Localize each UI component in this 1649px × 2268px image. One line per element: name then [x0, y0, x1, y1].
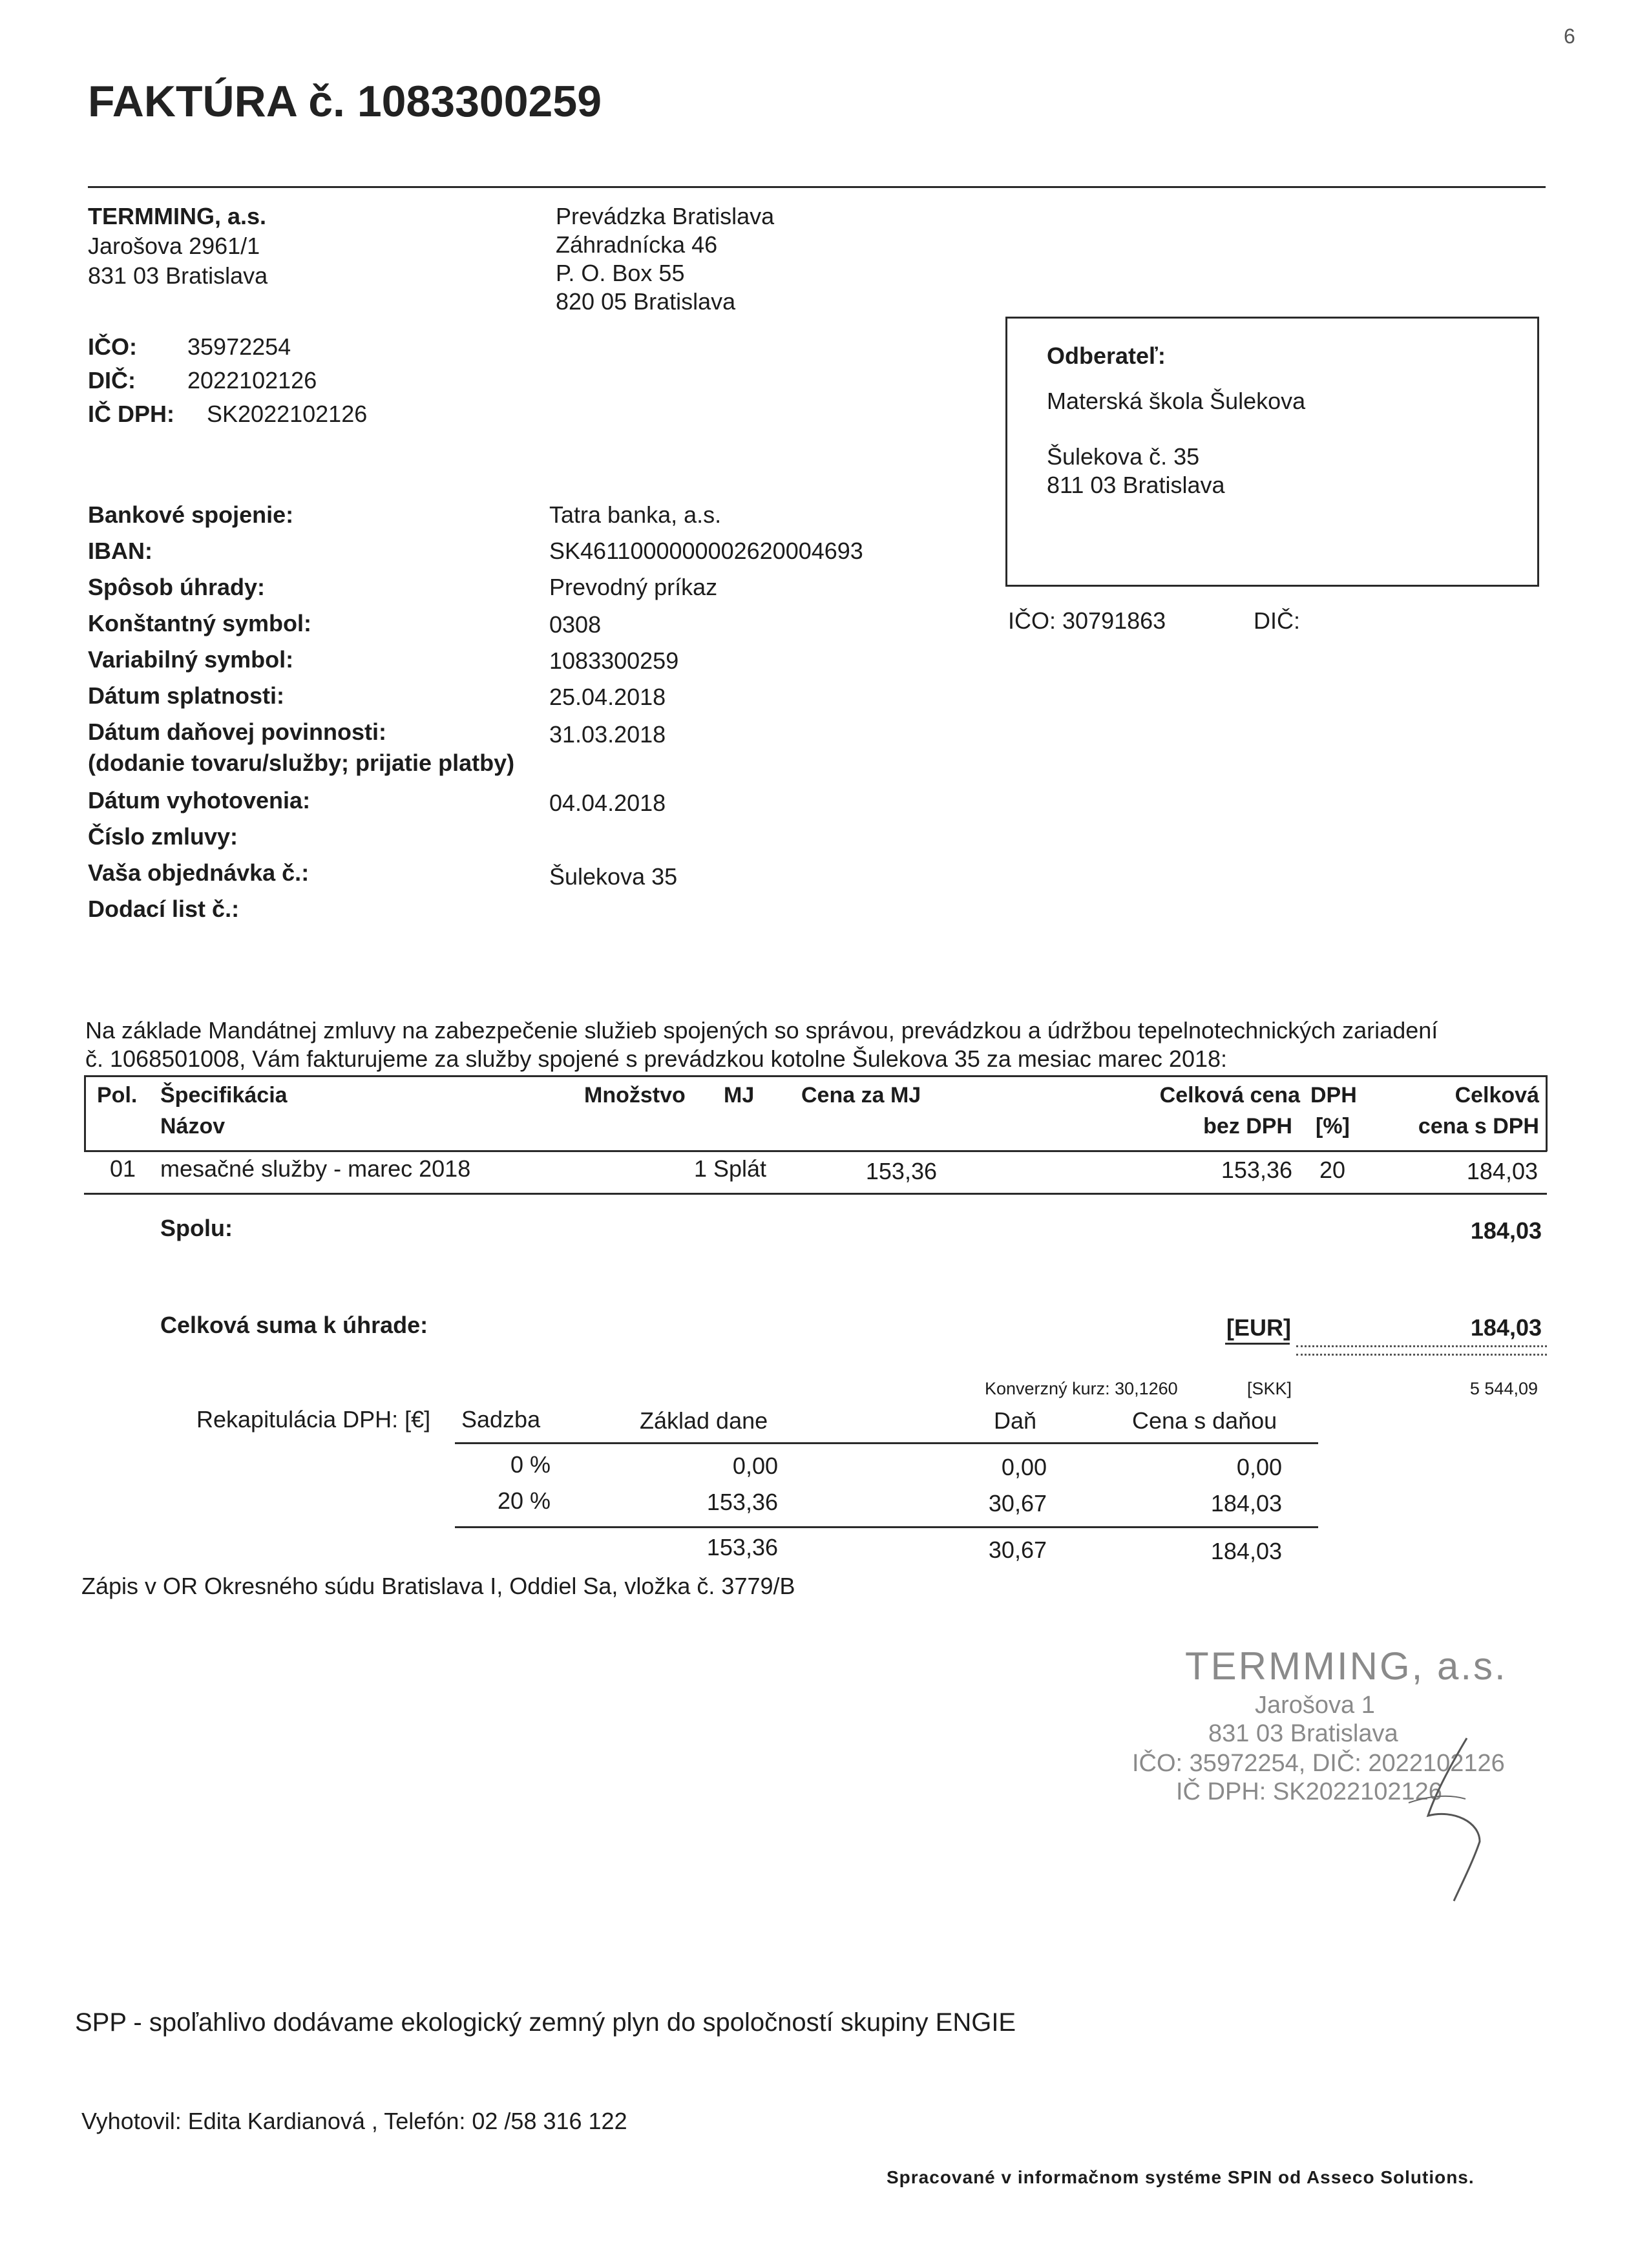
- payment-value: Prevodný príkaz: [549, 574, 718, 600]
- payment-label: Dátum daňovej povinnosti:: [88, 719, 387, 745]
- col-celk-bez-2: bez DPH: [1203, 1114, 1292, 1139]
- table-right-border: [1546, 1075, 1548, 1151]
- vat-base: 0,00: [732, 1453, 778, 1479]
- supplier-ico: 35972254: [187, 333, 291, 360]
- vat-base: 153,36: [706, 1489, 778, 1515]
- vat-tax: 30,67: [988, 1490, 1047, 1517]
- registry-note: Zápis v OR Okresného súdu Bratislava I, Oddiel Sa, vložka č. 3779/B: [81, 1573, 795, 1599]
- stamp-city: 831 03 Bratislava: [1208, 1720, 1398, 1747]
- customer-street: Šulekova č. 35: [1047, 443, 1200, 470]
- spolu-label: Spolu:: [160, 1215, 233, 1241]
- payment-value: SK4611000000002620004693: [549, 538, 863, 564]
- cell-dph: 20: [1319, 1157, 1346, 1183]
- branch-street: Záhradnícka 46: [556, 231, 718, 258]
- supplier-icdph: SK2022102126: [207, 401, 368, 427]
- vat-price-total: 184,03: [1210, 1538, 1282, 1564]
- payment-value: 1083300259: [549, 647, 679, 674]
- payment-value: 04.04.2018: [549, 790, 666, 816]
- col-cena-mj: Cena za MJ: [801, 1083, 921, 1108]
- payment-label: IBAN:: [88, 538, 152, 564]
- customer-name: Materská škola Šulekova: [1047, 388, 1306, 414]
- skk-label: [SKK]: [1247, 1379, 1292, 1398]
- vat-col-dan: Daň: [994, 1407, 1037, 1434]
- stamp-icdph: IČ DPH: SK2022102126: [1176, 1778, 1442, 1805]
- col-nazov: Názov: [160, 1114, 226, 1139]
- slogan: SPP - spoľahlivo dodávame ekologický zemný plyn do spoločností skupiny ENGIE: [75, 2008, 1016, 2037]
- payment-label: Spôsob úhrady:: [88, 574, 266, 600]
- intro-line-2: č. 1068501008, Vám fakturujeme za služby spojené s prevádzkou kotolne Šulekova 35 za mesiac marec 2018:: [85, 1045, 1228, 1072]
- title-divider: [88, 186, 1546, 188]
- cell-mnozstvo: 1: [693, 1155, 707, 1182]
- processed-note: Spracované v informačnom systéme SPIN od Asseco Solutions.: [887, 2167, 1475, 2187]
- supplier-icdph-label: IČ DPH:: [88, 401, 174, 427]
- total-value: 184,03: [1470, 1314, 1542, 1341]
- invoice-title: FAKTÚRA č. 1083300259: [88, 77, 602, 126]
- vat-col-zaklad: Základ dane: [640, 1407, 768, 1434]
- vat-tax-total: 30,67: [988, 1537, 1047, 1563]
- issued-by: Vyhotovil: Edita Kardianová , Telefón: 02 /58 316 122: [81, 2108, 627, 2134]
- table-bottom-line: [84, 1193, 1547, 1195]
- branch-pobox: P. O. Box 55: [556, 260, 685, 286]
- stamp-street: Jarošova 1: [1255, 1692, 1375, 1719]
- col-celk-bez-1: Celková cena: [1159, 1083, 1300, 1108]
- payment-label: Konštantný symbol:: [88, 610, 312, 636]
- payment-value: Tatra banka, a.s.: [549, 501, 722, 528]
- cell-bez-dph: 153,36: [1221, 1157, 1292, 1183]
- supplier-dic: 2022102126: [187, 367, 317, 394]
- col-mj: MJ: [724, 1083, 755, 1108]
- payment-label: Dodací list č.:: [88, 896, 240, 922]
- conversion-rate: Konverzný kurz: 30,1260: [985, 1379, 1178, 1398]
- supplier-ico-label: IČO:: [88, 333, 137, 360]
- col-mnozstvo: Množstvo: [584, 1083, 686, 1108]
- vat-tax: 0,00: [1001, 1454, 1047, 1480]
- cell-pol: 01: [110, 1155, 136, 1182]
- payment-label: Vaša objednávka č.:: [88, 859, 310, 886]
- supplier-dic-label: DIČ:: [88, 367, 136, 394]
- vat-header-line: [455, 1442, 1318, 1444]
- col-dph-2: [%]: [1316, 1114, 1350, 1139]
- total-currency: [EUR]: [1226, 1314, 1291, 1341]
- stamp-name: TERMMING, a.s.: [1185, 1644, 1507, 1688]
- supplier-name: TERMMING, a.s.: [88, 203, 267, 229]
- cell-nazov: mesačné služby - marec 2018: [160, 1155, 471, 1182]
- total-double-underline: [1296, 1345, 1547, 1356]
- customer-ico: IČO: 30791863: [1008, 607, 1166, 634]
- stamp-ids: IČO: 35972254, DIČ: 2022102126: [1132, 1750, 1505, 1777]
- table-header-line: [84, 1150, 1547, 1152]
- payment-label: Bankové spojenie:: [88, 501, 294, 528]
- customer-label: Odberateľ:: [1047, 342, 1166, 369]
- intro-line-1: Na základe Mandátnej zmluvy na zabezpečenie služieb spojených so správou, prevádzkou a údržbou tepelnotechnických zariadení: [85, 1017, 1438, 1044]
- currency-underline: [1225, 1343, 1290, 1345]
- col-celk-s-1: Celková: [1455, 1083, 1539, 1108]
- branch-city: 820 05 Bratislava: [556, 288, 736, 315]
- payment-label: Dátum vyhotovenia:: [88, 787, 311, 814]
- signature-mark: [1389, 1732, 1493, 1906]
- payment-label: Dátum splatnosti:: [88, 682, 285, 709]
- supplier-street: Jarošova 2961/1: [88, 233, 260, 259]
- col-dph-1: DPH: [1310, 1083, 1357, 1108]
- table-left-border: [84, 1075, 86, 1151]
- table-top-line: [84, 1075, 1547, 1077]
- col-pol: Pol.: [97, 1083, 138, 1108]
- payment-label: Číslo zmluvy:: [88, 823, 238, 850]
- vat-col-sadzba: Sadzba: [461, 1406, 541, 1433]
- vat-rate: 0 %: [510, 1451, 551, 1478]
- total-label: Celková suma k úhrade:: [160, 1312, 428, 1338]
- payment-value: 0308: [549, 611, 602, 638]
- vat-rate: 20 %: [497, 1487, 551, 1514]
- payment-value: 31.03.2018: [549, 721, 666, 748]
- cell-mj: Splát: [713, 1155, 767, 1182]
- customer-dic-label: DIČ:: [1254, 607, 1300, 634]
- vat-sum-line: [455, 1526, 1318, 1528]
- branch-name: Prevádzka Bratislava: [556, 203, 775, 229]
- page-number: 6: [1564, 25, 1575, 48]
- vat-total: 0,00: [1236, 1454, 1282, 1480]
- payment-value: Šulekova 35: [549, 863, 678, 890]
- col-spec: Špecifikácia: [160, 1083, 288, 1108]
- vat-total: 184,03: [1210, 1490, 1282, 1517]
- cell-s-dph: 184,03: [1466, 1158, 1538, 1184]
- spolu-value: 184,03: [1470, 1217, 1542, 1244]
- payment-label: Variabilný symbol:: [88, 646, 294, 673]
- skk-value: 5 544,09: [1469, 1379, 1538, 1398]
- payment-label: (dodanie tovaru/služby; prijatie platby): [88, 750, 515, 776]
- supplier-city: 831 03 Bratislava: [88, 262, 268, 289]
- col-celk-s-2: cena s DPH: [1418, 1114, 1539, 1139]
- customer-city: 811 03 Bratislava: [1047, 472, 1225, 498]
- vat-recap-label: Rekapitulácia DPH: [€]: [196, 1406, 431, 1433]
- cell-cena-mj: 153,36: [865, 1158, 937, 1184]
- payment-value: 25.04.2018: [549, 684, 666, 710]
- vat-base-total: 153,36: [706, 1534, 778, 1560]
- vat-col-cena: Cena s daňou: [1132, 1407, 1277, 1434]
